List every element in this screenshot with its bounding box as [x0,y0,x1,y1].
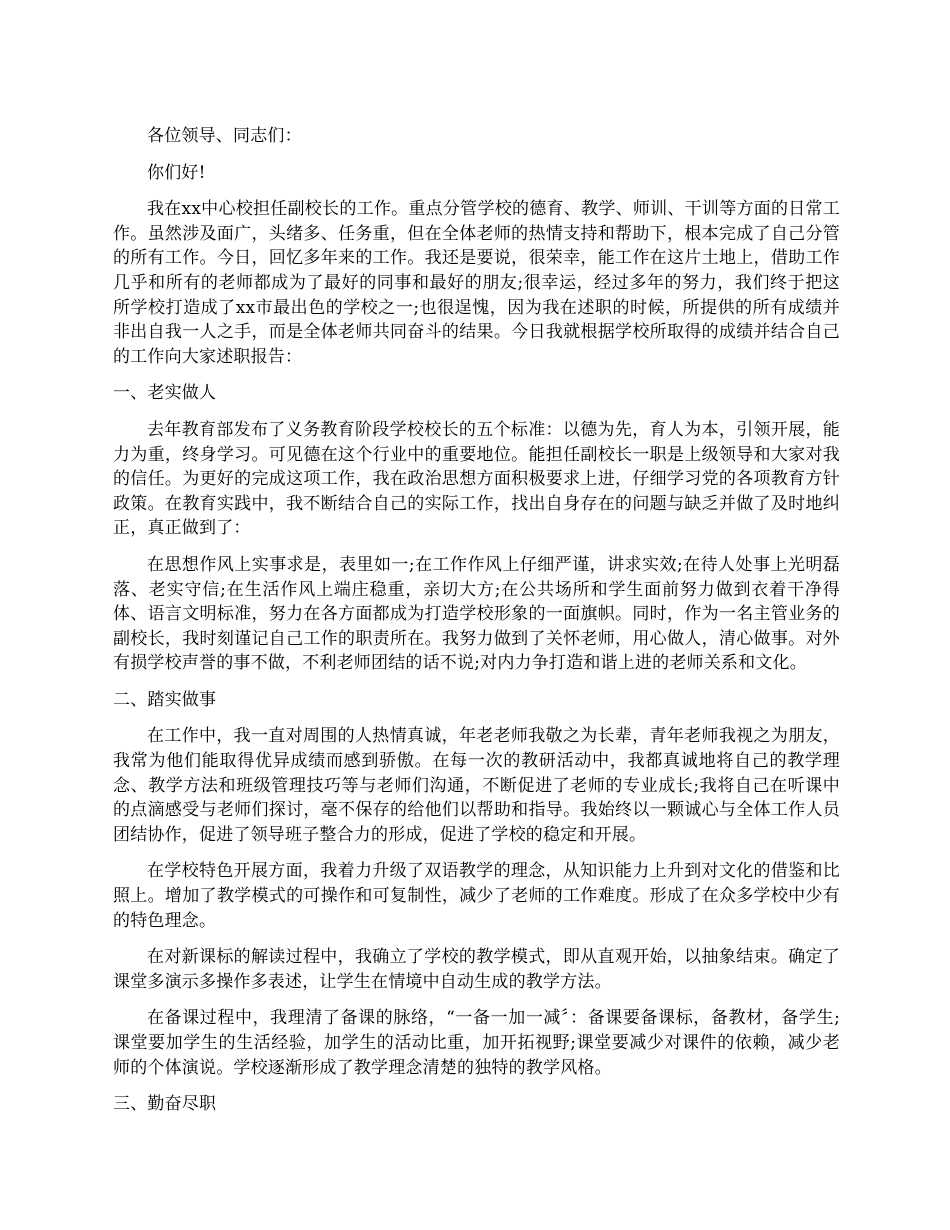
section1-paragraph-1: 去年教育部发布了义务教育阶段学校校长的五个标准：以德为先，育人为本，引领开展，能力为重，终身学习。可见德在这个行业中的重要地位。能担任副校长一职是上级领导和大家对我的信任。为更好的完成这项工作，我在政治思想方面积极要求上进，仔细学习党的各项教育方针政策。在教育实践中，我不断结合自己的实际工作，找出自身存在的问题与缺乏并做了及时地纠正，真正做到了： [113,419,840,539]
section2-paragraph-1: 在工作中，我一直对周围的人热情真诚，年老老师我敬之为长辈，青年老师我视之为朋友，我常为他们能取得优异成绩而感到骄傲。在每一次的教研活动中，我都真诚地将自己的教学理念、教学方法和班级管理技巧等与老师们沟通，不断促进了老师的专业成长;我将自己在听课中的点滴感受与老师们探讨，毫不保存的给他们以帮助和指导。我始终以一颗诚心与全体工作人员团结协作，促进了领导班子整合力的形成，促进了学校的稳定和开展。 [113,726,840,845]
intro-paragraph: 我在xx中心校担任副校长的工作。重点分管学校的德育、教学、师训、干训等方面的日常工作。虽然涉及面广，头绪多、任务重，但在全体老师的热情支持和帮助下，根本完成了自己分管的所有工作。今日，回忆多年来的工作。我还是要说，很荣幸，能工作在这片土地上，借助工作几乎和所有的老师都成为了最好的同事和最好的朋友;很幸运，经过多年的努力，我们终于把这所学校打造成了xx市最出色的学校之一;也很逞愧，因为我在述职的时候，所提供的所有成绩并非出自我一人之手，而是全体老师共同奋斗的结果。今日我就根据学校所取得的成绩并结合自己的工作向大家述职报告： [113,199,840,367]
section-heading-3: 三、勤奋尽职 [113,1094,217,1115]
section2-paragraph-2: 在学校特色开展方面，我着力升级了双语教学的理念，从知识能力上升到对文化的借鉴和比照上。增加了教学模式的可操作和可复制性，减少了老师的工作难度。形成了在众多学校中少有的特色理念。 [113,861,840,931]
section1-paragraph-2: 在思想作风上实事求是，表里如一;在工作作风上仔细严谨，讲求实效;在待人处事上光明磊落、老实守信;在生活作风上端庄稳重，亲切大方;在公共场所和学生面前努力做到衣着干净得体、语言文明标准，努力在各方面都成为打造学校形象的一面旗帜。同时，作为一名主管业务的副校长，我时刻谨记自己工作的职责所在。我努力做到了关怀老师，用心做人，清心做事。对外有损学校声誉的事不做，不利老师团结的话不说;对内力争打造和谐上进的老师关系和文化。 [113,554,840,674]
section-heading-2: 二、踏实做事 [113,689,217,710]
section2-paragraph-4: 在备课过程中，我理清了备课的脉络，“一备一加一减〞：备课要备课标，备教材，备学生;课堂要加学生的生活经验，加学生的活动比重，加开拓视野;课堂要减少对课件的依赖，减少老师的个体演说。学校逐渐形成了教学理念清楚的独特的教学风格。 [113,1008,840,1078]
section-heading-1: 一、老实做人 [113,383,217,404]
hello-line: 你们好! [147,162,206,183]
section2-paragraph-3: 在对新课标的解读过程中，我确立了学校的教学模式，即从直观开始，以抽象结束。确定了课堂多演示多操作多表述，让学生在情境中自动生成的教学方法。 [113,947,840,992]
greeting-line: 各位领导、同志们： [147,126,302,146]
document-body [113,124,840,1129]
